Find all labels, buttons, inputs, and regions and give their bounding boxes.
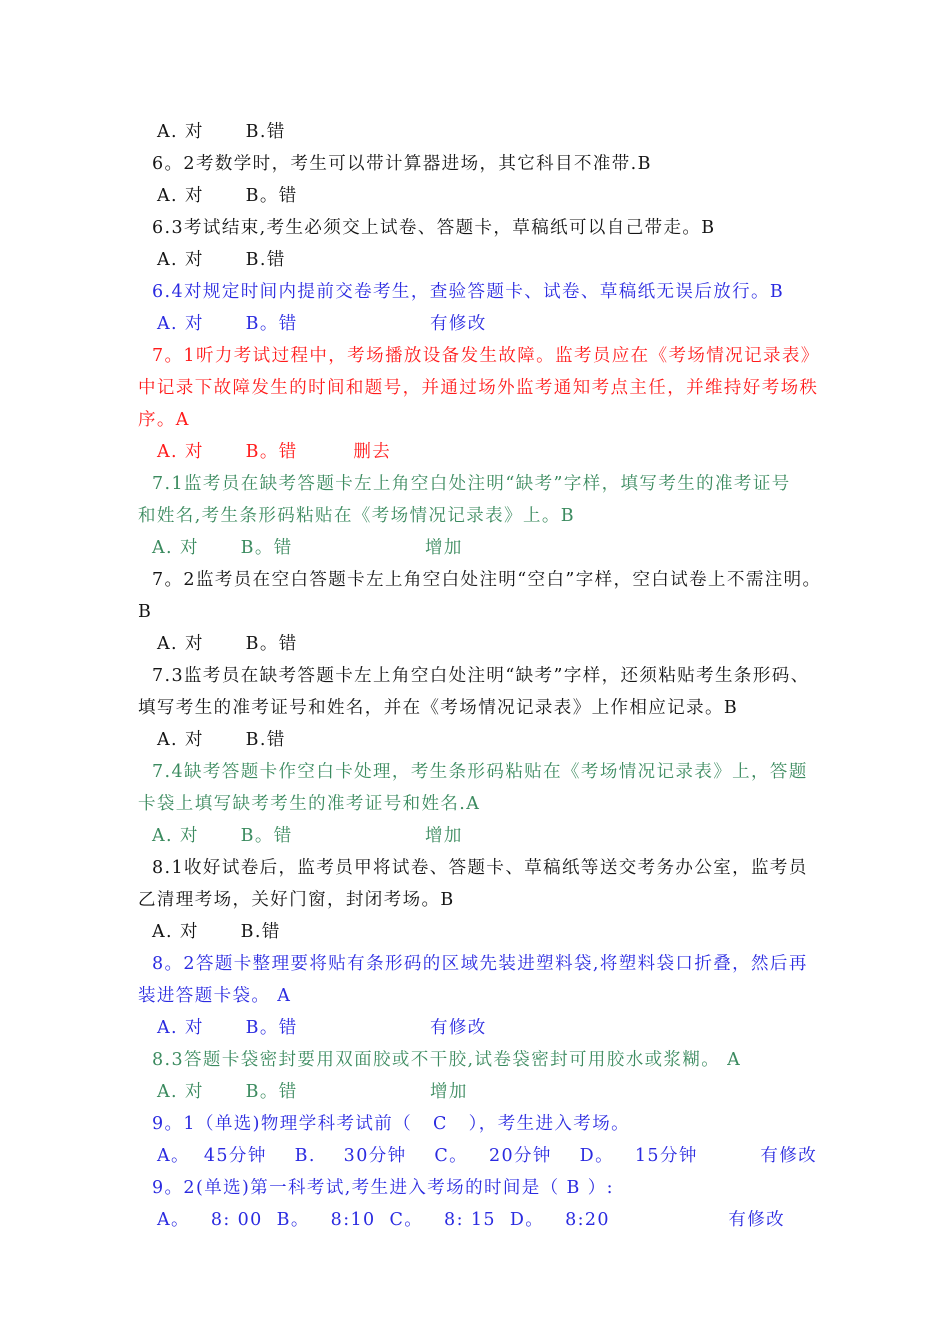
option-line: A。 8: 00 B。 8:10 C。 8: 15 D。 8:20 有修改 [157,1210,786,1230]
option-line: A. 对 B。错 增加 [152,538,463,558]
question-line: 7.3监考员在缺考答题卡左上角空白处注明“缺考”字样，还须粘贴考生条形码、 [152,666,810,686]
question-line: 8.1收好试卷后，监考员甲将试卷、答题卡、草稿纸等送交考务办公室，监考员 [152,858,808,878]
question-line: 6.4对规定时间内提前交卷考生，查验答题卡、试卷、草稿纸无误后放行。B [152,282,785,302]
option-line: A. 对 B。错 删去 [157,442,392,462]
option-line: A。 45分钟 B. 30分钟 C。 20分钟 D。 15分钟 有修改 [157,1146,818,1166]
question-line: 6.3考试结束,考生必须交上试卷、答题卡，草稿纸可以自己带走。B [152,218,716,238]
option-line: A. 对 B。错 [157,186,298,206]
question-line: 中记录下故障发生的时间和题号，并通过场外监考通知考点主任，并维持好考场秩 [138,378,819,398]
option-line: A. 对 B。错 有修改 [157,314,487,334]
option-line: A. 对 B。错 [157,634,298,654]
question-line: 装进答题卡袋。 A [138,986,292,1006]
option-line: A. 对 B.错 [157,122,286,142]
option-line: A. 对 B。错 增加 [157,1082,468,1102]
option-line: A. 对 B.错 [157,730,286,750]
question-line: 7。1听力考试过程中，考场播放设备发生故障。监考员应在《考场情况记录表》 [152,346,820,366]
question-line: 8.3答题卡袋密封要用双面胶或不干胶,试卷袋密封可用胶水或浆糊。 A [152,1050,742,1070]
question-line: 填写考生的准考证号和姓名，并在《考场情况记录表》上作相应记录。B [138,698,739,718]
option-line: A. 对 B.错 [157,250,286,270]
question-line: 卡袋上填写缺考考生的准考证号和姓名.A [138,794,481,814]
question-line: B [138,602,153,622]
option-line: A. 对 B。错 增加 [152,826,463,846]
option-line: A. 对 B。错 有修改 [157,1018,487,1038]
option-line: A. 对 B.错 [152,922,281,942]
question-line: 9。2(单选)第一科考试,考生进入考场的时间是（ B ）: [152,1178,614,1198]
question-line: 7.4缺考答题卡作空白卡处理，考生条形码粘贴在《考场情况记录表》上，答题 [152,762,808,782]
question-line: 序。A [138,410,190,430]
question-line: 7.1监考员在缺考答题卡左上角空白处注明“缺考”字样，填写考生的准考证号 [152,474,791,494]
question-line: 8。2答题卡整理要将贴有条形码的区域先装进塑料袋,将塑料袋口折叠，然后再 [152,954,808,974]
question-line: 乙清理考场，关好门窗，封闭考场。B [138,890,455,910]
question-line: 和姓名,考生条形码粘贴在《考场情况记录表》上。B [138,506,576,526]
question-line: 7。2监考员在空白答题卡左上角空白处注明“空白”字样，空白试卷上不需注明。 [152,570,822,590]
question-line: 9。1（单选)物理学科考试前（ C ），考生进入考场。 [152,1114,631,1134]
question-line: 6。2考数学时，考生可以带计算器进场，其它科目不准带.B [152,154,652,174]
